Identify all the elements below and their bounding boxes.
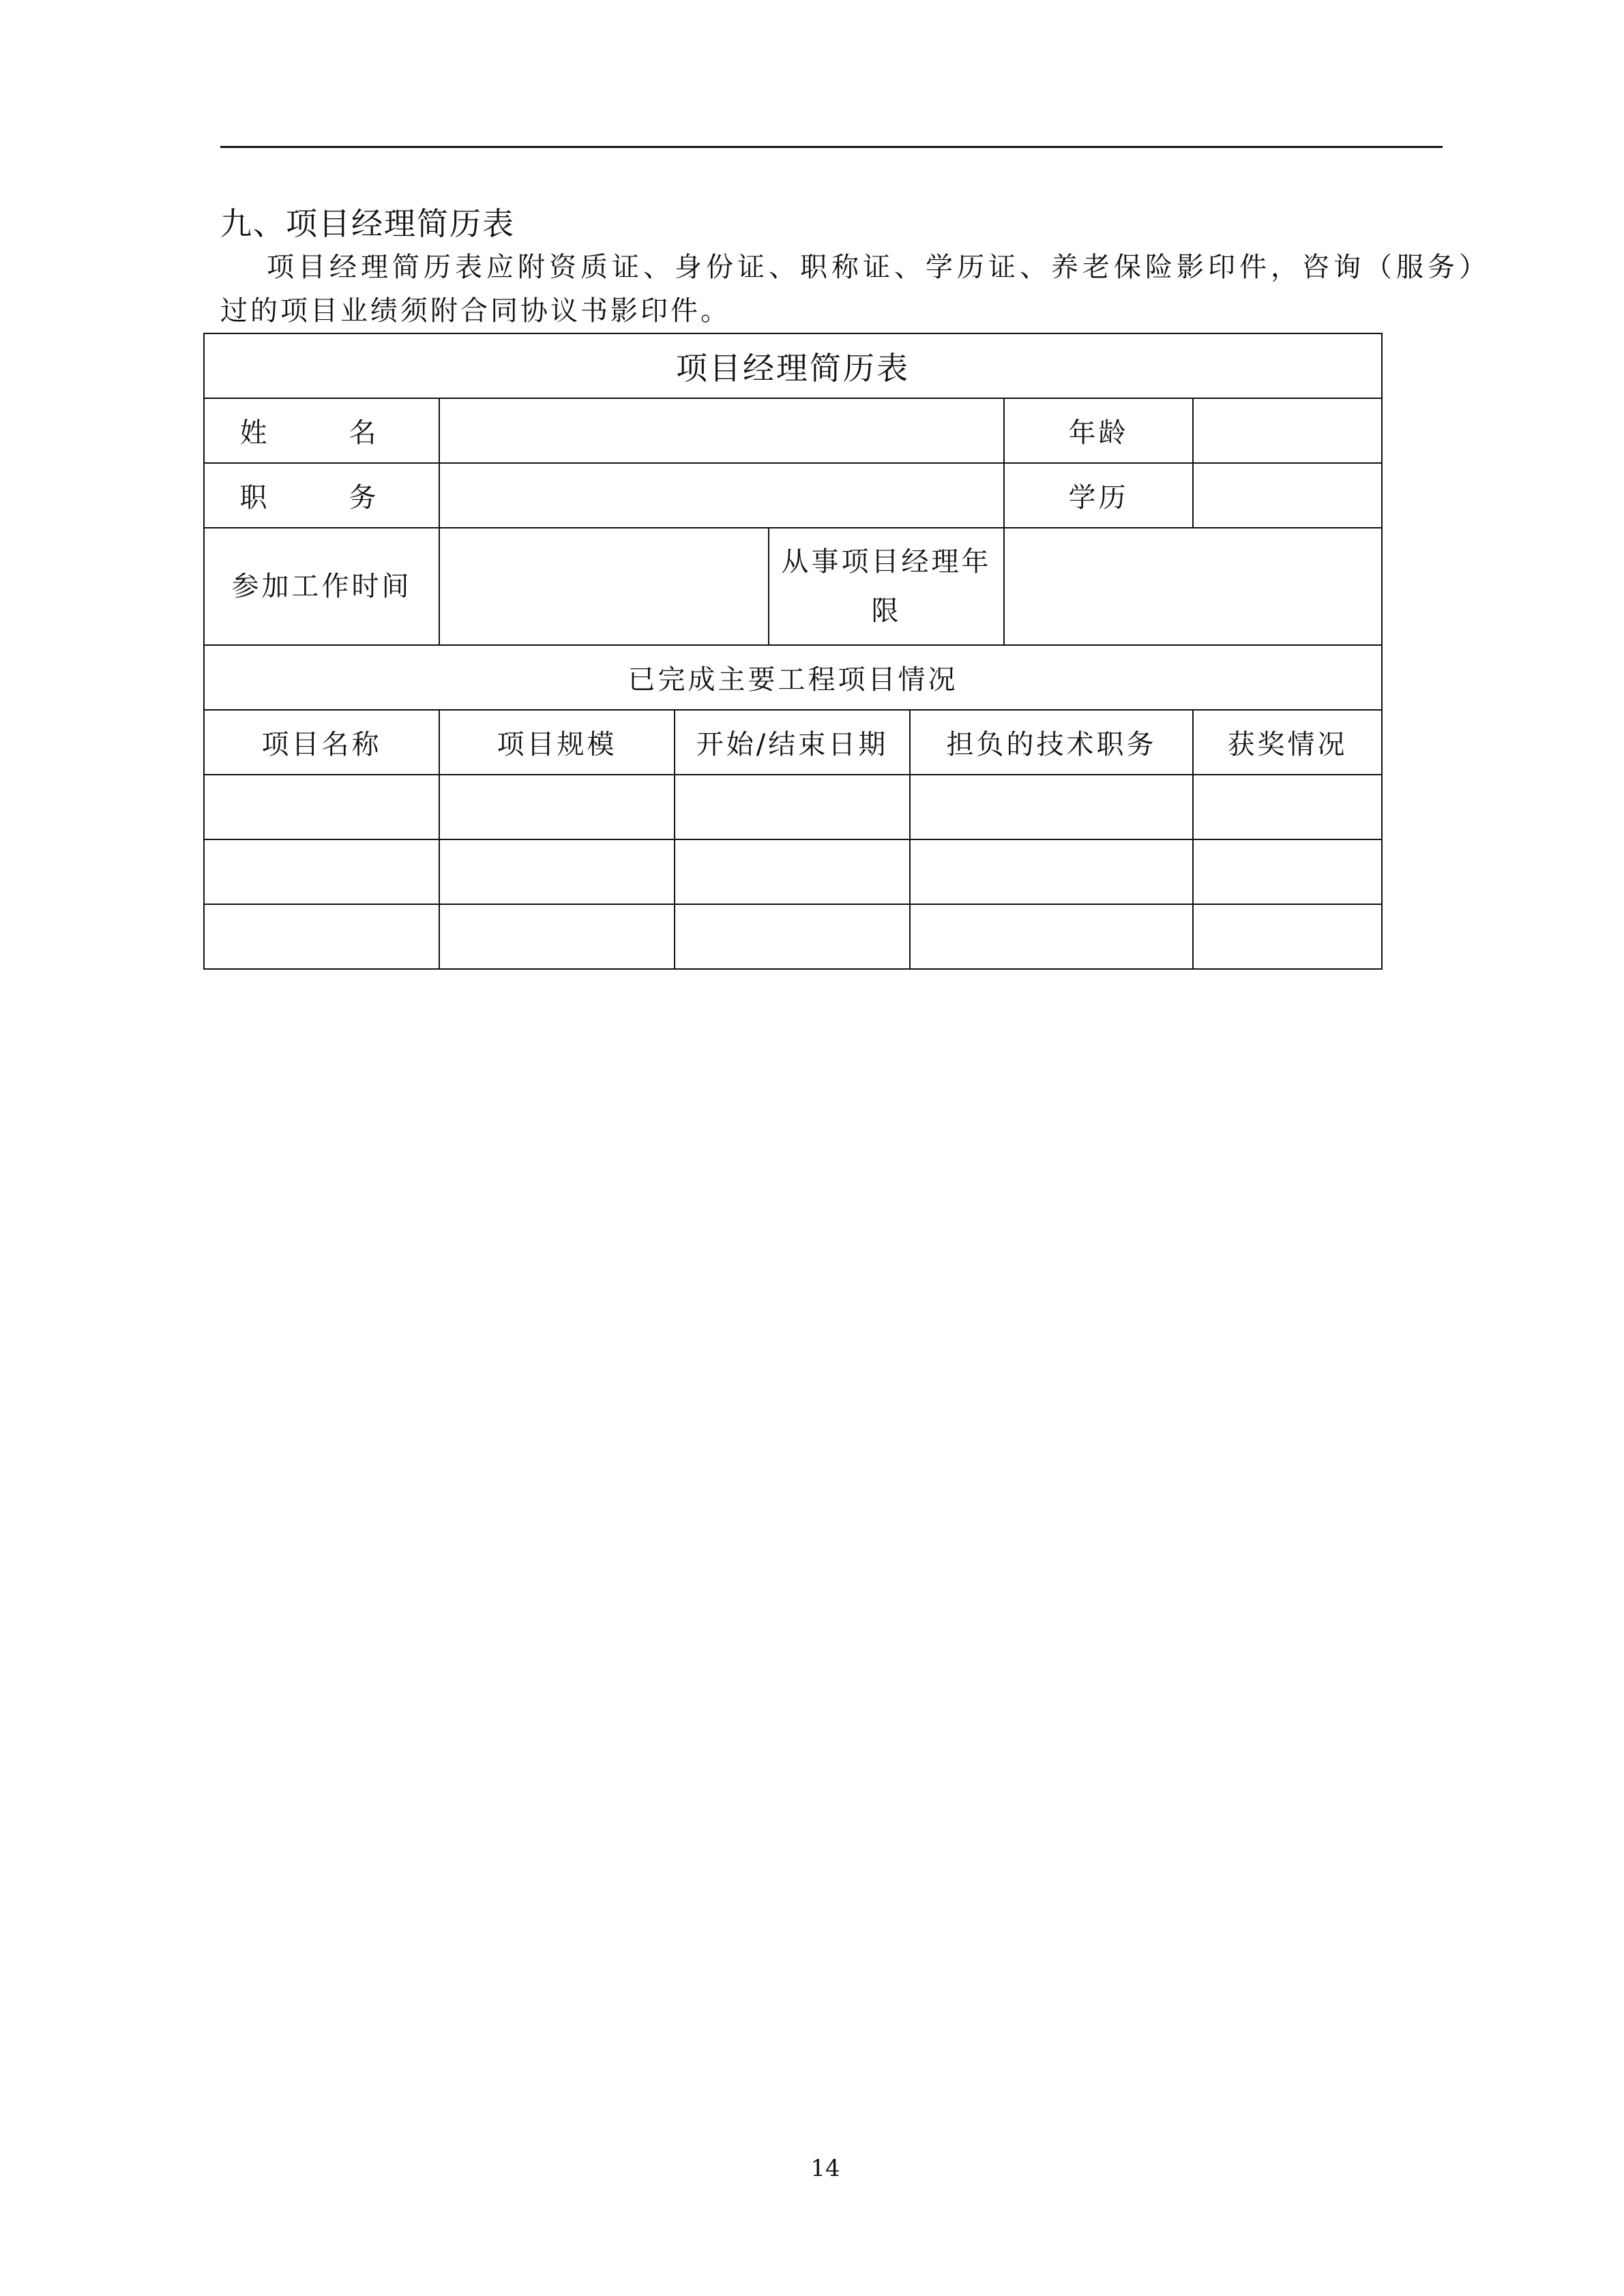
table-row [204,775,1382,839]
awards-cell[interactable] [1193,775,1382,839]
start-end-date-cell[interactable] [675,839,910,904]
projects-section-heading: 已完成主要工程项目情况 [204,645,1382,710]
column-header-start-end-date: 开始/结束日期 [675,710,910,775]
table-title: 项目经理简历表 [204,333,1382,398]
technical-role-cell[interactable] [910,775,1193,839]
age-label: 年龄 [1004,398,1193,463]
pm-years-label [769,528,1004,645]
project-manager-resume-table [203,333,1383,970]
technical-role-cell[interactable] [910,904,1193,969]
column-header-project-name: 项目名称 [204,710,439,775]
position-value-cell[interactable] [439,463,1004,528]
project-name-cell[interactable] [204,775,439,839]
instruction-text-line-2: 过的项目业绩须附合同协议书影印件。 [220,295,730,327]
project-scale-cell[interactable] [439,775,675,839]
page-number: 14 [810,2155,840,2182]
pm-years-label-line-1: 从事项目经理年 [781,546,992,578]
start-work-value-cell[interactable] [439,528,769,645]
column-header-awards: 获奖情况 [1193,710,1382,775]
project-scale-cell[interactable] [439,839,675,904]
education-value-cell[interactable] [1193,463,1382,528]
project-name-cell[interactable] [204,839,439,904]
awards-cell[interactable] [1193,839,1382,904]
project-scale-cell[interactable] [439,904,675,969]
pm-years-label-line-2: 限 [871,595,902,627]
position-label: 职 务 [204,463,439,528]
name-value-cell[interactable] [439,398,1004,463]
instruction-text-line-1: 项目经理简历表应附资质证、身份证、职称证、学历证、养老保险影印件，咨询（服务） [267,252,1490,283]
age-value-cell[interactable] [1193,398,1382,463]
header-rule [220,146,1443,148]
start-end-date-cell[interactable] [675,775,910,839]
table-row [204,839,1382,904]
project-name-cell[interactable] [204,904,439,969]
section-heading: 九、项目经理简历表 [220,205,515,242]
column-header-technical-role: 担负的技术职务 [910,710,1193,775]
name-label: 姓 名 [204,398,439,463]
start-work-label: 参加工作时间 [204,528,439,645]
column-header-project-scale: 项目规模 [439,710,675,775]
awards-cell[interactable] [1193,904,1382,969]
pm-years-value-cell[interactable] [1004,528,1382,645]
table-row [204,904,1382,969]
education-label: 学历 [1004,463,1193,528]
technical-role-cell[interactable] [910,839,1193,904]
start-end-date-cell[interactable] [675,904,910,969]
